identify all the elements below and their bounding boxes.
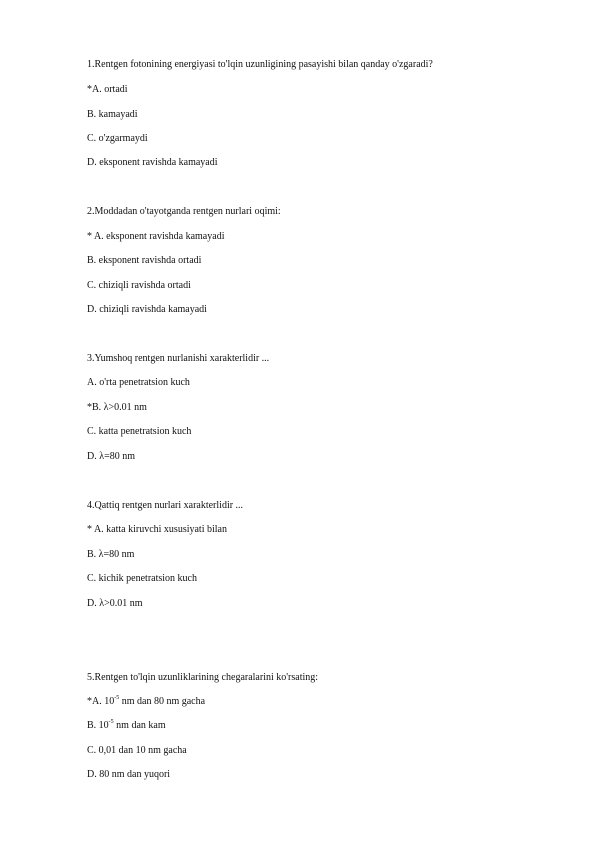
question-1-text: 1.Rentgen fotonining energiyasi to'lqin uzunligining pasayishi bilan qanday o'zgaradi? <box>87 59 433 70</box>
option-suffix: nm dan 80 nm gacha <box>119 696 206 707</box>
option-prefix: *A. 10 <box>87 696 115 707</box>
exponent: -5 <box>114 694 120 701</box>
question-3-text: 3.Yumshoq rentgen nurlanishi xarakterlidir ... <box>87 353 270 364</box>
question-2-option-b: B. eksponent ravishda ortadi <box>87 255 202 266</box>
exponent: -5 <box>108 718 114 725</box>
question-3-option-c: C. katta penetratsion kuch <box>87 426 192 437</box>
question-3-option-a: A. o'rta penetratsion kuch <box>87 377 190 388</box>
question-1-option-d: D. eksponent ravishda kamayadi <box>87 157 218 168</box>
question-2-option-a: * A. eksponent ravishda kamayadi <box>87 231 225 242</box>
question-4-option-d: D. λ>0.01 nm <box>87 598 143 609</box>
option-suffix: nm dan kam <box>113 720 166 731</box>
question-4-option-c: C. kichik penetratsion kuch <box>87 573 197 584</box>
question-4-text: 4.Qattiq rentgen nurlari xarakterlidir ... <box>87 500 244 511</box>
question-1-option-b: B. kamayadi <box>87 109 138 120</box>
option-prefix: B. 10 <box>87 720 109 731</box>
question-5-option-d: D. 80 nm dan yuqori <box>87 769 171 780</box>
question-4-option-b: B. λ=80 nm <box>87 549 135 560</box>
question-1-option-a: *A. ortadi <box>87 84 128 95</box>
question-2-text: 2.Moddadan o'tayotganda rentgen nurlari oqimi: <box>87 206 281 217</box>
question-3-option-b: *B. λ>0.01 nm <box>87 402 147 413</box>
question-2-option-d: D. chiziqli ravishda kamayadi <box>87 304 207 315</box>
question-5-option-c: C. 0,01 dan 10 nm gacha <box>87 745 187 756</box>
question-5-option-b <box>87 720 166 732</box>
question-5-option-a <box>87 696 205 708</box>
question-5-text: 5.Rentgen to'lqin uzunliklarining chegaralarini ko'rsating: <box>87 672 319 683</box>
question-2-option-c: C. chiziqli ravishda ortadi <box>87 280 191 291</box>
question-3-option-d: D. λ=80 nm <box>87 451 135 462</box>
question-4-option-a: * A. katta kiruvchi xususiyati bilan <box>87 524 227 535</box>
question-1-option-c: C. o'zgarmaydi <box>87 133 148 144</box>
